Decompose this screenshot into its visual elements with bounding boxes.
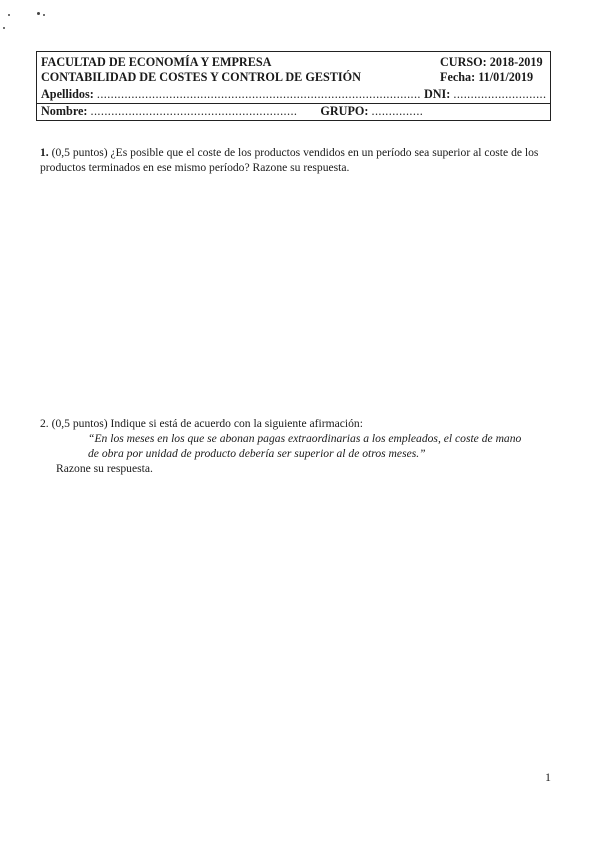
name-row bbox=[41, 104, 544, 119]
question-2-quote: “En los meses en los que se abonan pagas extraordinarias a los empleados, el coste de mano de obra por unidad de producto debería ser superior al de otros meses.” bbox=[88, 432, 522, 460]
surname-label: Apellidos: bbox=[41, 87, 94, 101]
question-2-text: (0,5 puntos) Indique si está de acuerdo con la siguiente afirmación: bbox=[51, 417, 363, 430]
question-1-text: (0,5 puntos) ¿Es posible que el coste de los productos vendidos en un período sea superior al coste de los productos terminados en ese mismo período? Razone su respuesta. bbox=[40, 146, 539, 174]
question-2-prompt bbox=[40, 416, 560, 431]
exam-date: Fecha: 11/01/2019 bbox=[440, 70, 534, 84]
header-row-2 bbox=[41, 70, 544, 85]
group-field[interactable]: ............... bbox=[371, 104, 424, 118]
question-2-follow-up: Razone su respuesta. bbox=[56, 462, 153, 475]
dni-field[interactable]: ........................... bbox=[453, 87, 547, 101]
page-number: 1 bbox=[545, 770, 551, 784]
surname-row bbox=[41, 87, 547, 102]
group-label: GRUPO: bbox=[320, 104, 369, 118]
scan-speck bbox=[37, 12, 40, 15]
header-row-1 bbox=[41, 55, 544, 70]
surname-field[interactable]: .............................................................................................. bbox=[96, 87, 421, 101]
question-1-number: 1. bbox=[40, 146, 49, 159]
subject-name: CONTABILIDAD DE COSTES Y CONTROL DE GESTIÓN bbox=[41, 70, 361, 84]
question-2 bbox=[40, 416, 560, 476]
question-1 bbox=[40, 145, 555, 175]
dni-label: DNI: bbox=[423, 87, 451, 101]
faculty-name: FACULTAD DE ECONOMÍA Y EMPRESA bbox=[41, 55, 272, 69]
exam-header bbox=[36, 51, 551, 121]
question-2-number: 2. bbox=[40, 417, 49, 430]
name-field[interactable]: ............................................................ bbox=[90, 104, 298, 118]
name-label: Nombre: bbox=[41, 104, 88, 118]
scan-speck bbox=[8, 14, 10, 16]
course-year: CURSO: 2018-2019 bbox=[440, 55, 543, 69]
scan-speck bbox=[43, 14, 45, 16]
scan-speck bbox=[3, 27, 5, 29]
